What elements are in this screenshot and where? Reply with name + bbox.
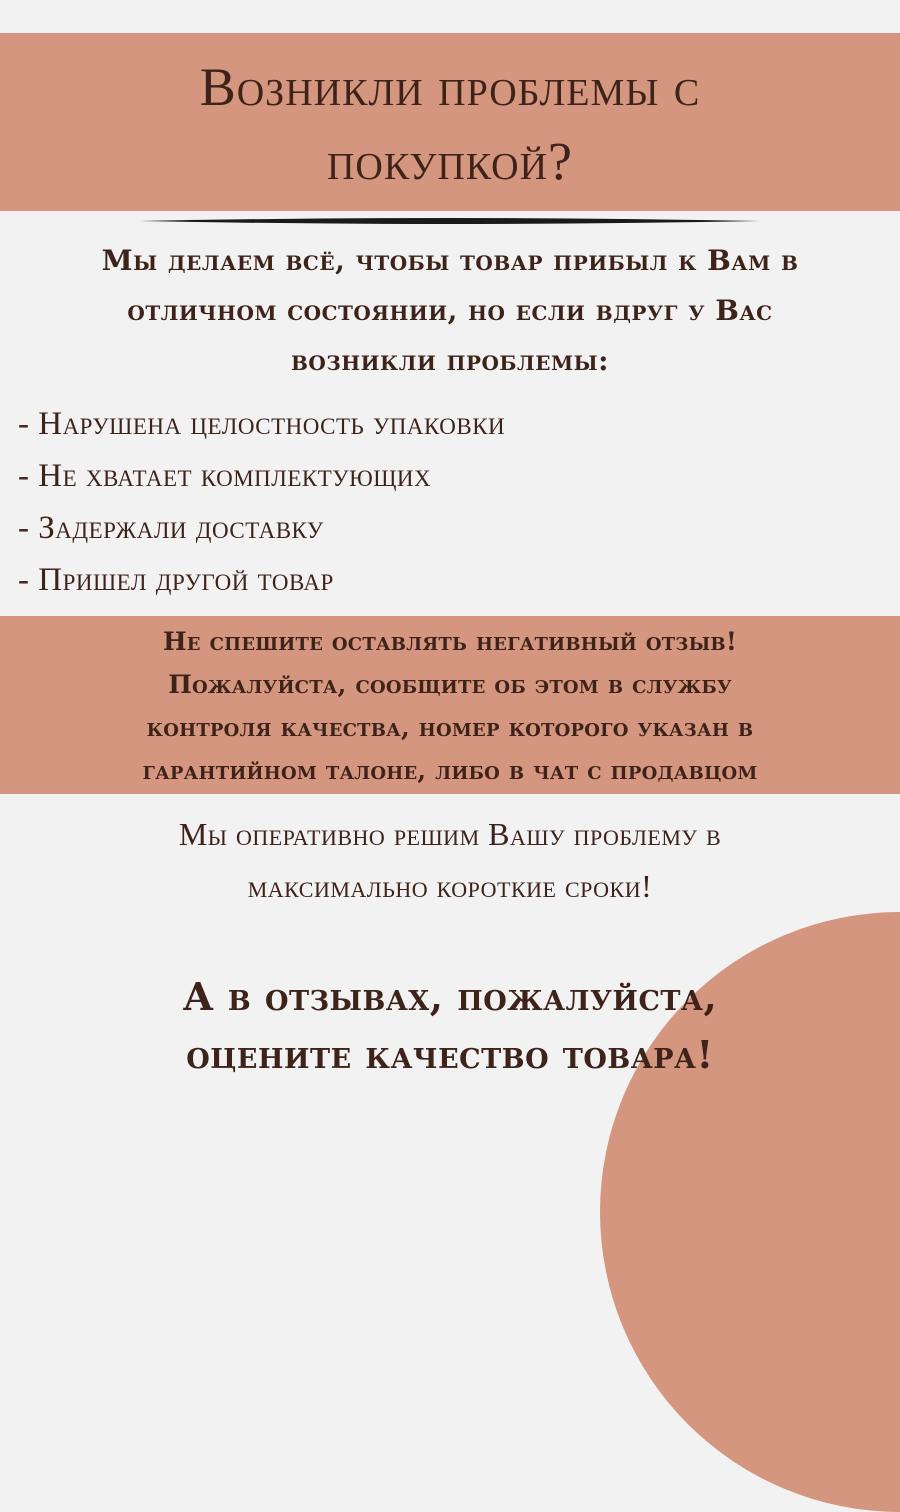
warning-line: контроля качества, номер которого указан в bbox=[146, 713, 754, 742]
solve-line: максимально короткие сроки! bbox=[247, 868, 653, 904]
problem-item: - Не хватает комплектующих bbox=[18, 458, 432, 494]
problem-item: - Нарушена целостность упаковки bbox=[18, 406, 506, 442]
closing-line: оцените качество товара! bbox=[186, 1032, 714, 1077]
problem-item: - Пришел другой товар bbox=[18, 562, 334, 598]
intro-line: Мы делаем всё, чтобы товар прибыл к Вам в bbox=[101, 244, 799, 277]
title-line: покупкой? bbox=[326, 131, 574, 191]
divider bbox=[140, 217, 760, 225]
closing-text bbox=[0, 968, 900, 1084]
title-line: Возникли проблемы с bbox=[199, 57, 701, 117]
closing-line: А в отзывах, пожалуйста, bbox=[182, 974, 718, 1019]
warning-text bbox=[0, 620, 900, 792]
problem-item: - Задержали доставку bbox=[18, 510, 324, 546]
solve-text bbox=[0, 808, 900, 912]
warning-line: Не спешите оставлять негативный отзыв! bbox=[162, 627, 737, 656]
page-title bbox=[0, 50, 900, 198]
intro-text bbox=[0, 236, 900, 386]
warning-line: гарантийном талоне, либо в чат с продавцом bbox=[142, 756, 758, 785]
intro-line: отличном состоянии, но если вдруг у Вас bbox=[127, 294, 773, 327]
solve-line: Мы оперативно решим Вашу проблему в bbox=[178, 816, 722, 852]
intro-line: возникли проблемы: bbox=[291, 344, 609, 377]
warning-line: Пожалуйста, сообщите об этом в службу bbox=[168, 670, 732, 699]
problem-list bbox=[18, 398, 878, 606]
